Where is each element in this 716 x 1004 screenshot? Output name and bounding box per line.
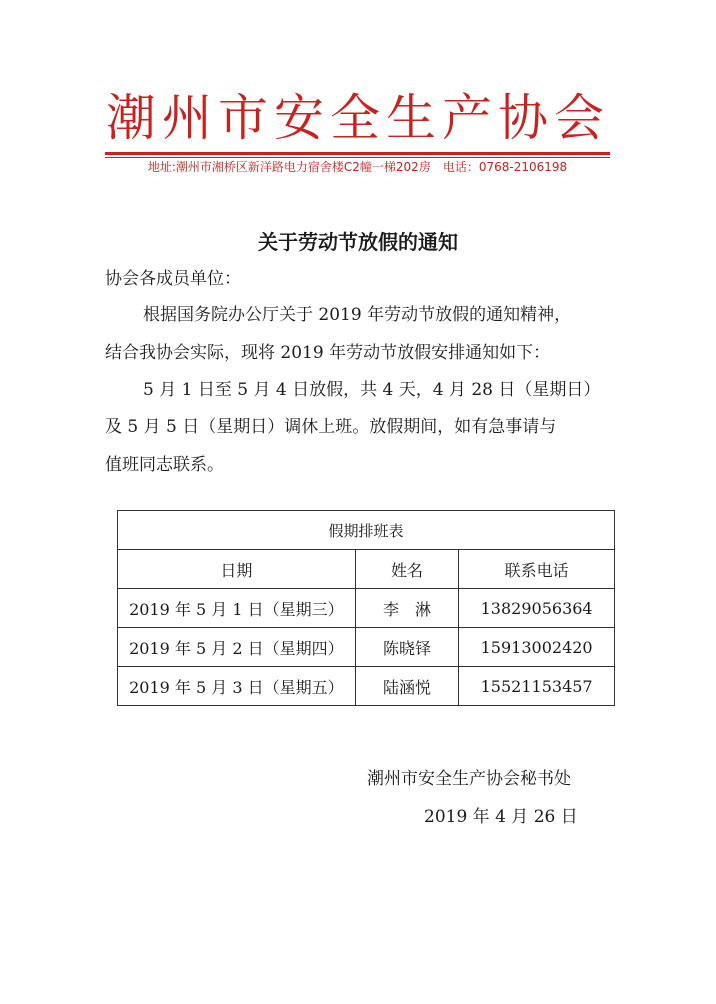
row-phone: 15913002420: [459, 628, 615, 667]
row-name: 陈晓铎: [355, 628, 459, 667]
letterhead-divider-thick: [105, 152, 610, 155]
row-name: 陆涵悦: [355, 667, 459, 706]
table-caption: 假期排班表: [118, 511, 615, 550]
table-header-row: [118, 550, 615, 589]
row-phone: 15521153457: [459, 667, 615, 706]
table-row: [118, 589, 615, 628]
row-date: 2019 年 5 月 1 日（星期三）: [118, 589, 356, 628]
header-phone: 联系电话: [459, 550, 615, 589]
letterhead-address: 地址:潮州市湘桥区新洋路电力宿舍楼C2幢一梯202房 电话：0768-2106198: [147, 160, 568, 174]
row-date: 2019 年 5 月 3 日（星期五）: [118, 667, 356, 706]
paragraph-1-line-1: 根据国务院办公厅关于 2019 年劳动节放假的通知精神，: [143, 305, 572, 325]
notice-title: 关于劳动节放假的通知: [258, 230, 458, 254]
salutation: 协会各成员单位：: [105, 269, 241, 289]
table-row: [118, 667, 615, 706]
paragraph-2-line-1: 5 月 1 日至 5 月 4 日放假，共 4 天，4 月 28 日（星期日）: [143, 380, 601, 400]
row-name: 李 淋: [355, 589, 459, 628]
row-date: 2019 年 5 月 2 日（星期四）: [118, 628, 356, 667]
holiday-schedule-table: [117, 510, 615, 706]
paragraph-2-line-3: 值班同志联系。: [105, 455, 224, 475]
signature-date: 2019 年 4 月 26 日: [424, 807, 578, 827]
paragraph-1-line-2: 结合我协会实际，现将 2019 年劳动节放假安排通知如下：: [105, 343, 551, 363]
table-row: [118, 628, 615, 667]
header-name: 姓名: [355, 550, 459, 589]
letterhead-org-name: 潮州市安全生产协会: [106, 89, 610, 147]
row-phone: 13829056364: [459, 589, 615, 628]
paragraph-2-line-2: 及 5 月 5 日（星期日）调休上班。放假期间，如有急事请与: [105, 417, 557, 437]
table-caption-row: [118, 511, 615, 550]
signature-org: 潮州市安全生产协会秘书处: [367, 769, 571, 789]
header-date: 日期: [118, 550, 356, 589]
